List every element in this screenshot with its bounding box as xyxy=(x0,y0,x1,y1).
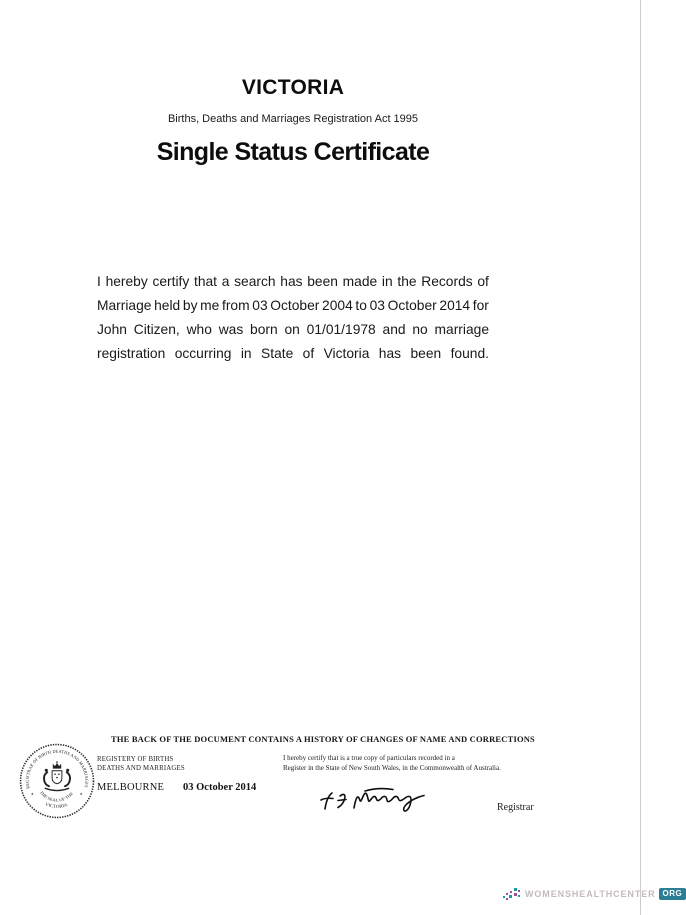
seal-supporter-left xyxy=(44,772,49,786)
star-separator-icon: ✶ xyxy=(79,791,83,797)
registry-name-line1: REGISTERY OF BIRTHS xyxy=(97,756,174,763)
certificate-body xyxy=(97,270,489,366)
certificate-heading: Single Status Certificate xyxy=(156,138,430,166)
issue-place: MELBOURNE xyxy=(97,782,165,793)
back-notice: THE BACK OF THE DOCUMENT CONTAINS A HISTORY OF CHANGES OF NAME AND CORRECTIONS xyxy=(111,734,535,744)
registry-name-line2: DEATHS AND MARRIAGES xyxy=(97,765,185,772)
registry-name xyxy=(97,755,185,773)
star-separator-icon: ✶ xyxy=(30,791,34,797)
seal-finial-dot xyxy=(56,761,58,763)
act-title: Births, Deaths and Marriages Registration Act 1995 xyxy=(167,113,419,125)
watermark-tld-badge: ORG xyxy=(659,888,686,901)
site-watermark xyxy=(503,887,686,901)
body-line: I hereby certify that a search has been made in the Records of xyxy=(97,274,489,289)
page-edge-line xyxy=(640,0,641,915)
registrar-label: Registrar xyxy=(497,802,534,813)
seal-supporter-right xyxy=(65,772,70,786)
seal-coat-of-arms xyxy=(44,761,70,790)
body-line: Marriage held by me from 03 October 2004 to 03 October 2014 for xyxy=(97,298,489,313)
body-line: John Citizen, who was born on 01/01/1978 and no marriage xyxy=(97,322,489,337)
seal-crown-icon xyxy=(53,763,61,768)
true-copy-line2: Register in the State of New South Wales, in the Commonwealth of Australia. xyxy=(283,763,501,772)
seal-arc-seal-text: THE SEAL OF THE xyxy=(38,789,74,803)
watermark-dots-icon xyxy=(503,887,522,901)
registry-seal-icon xyxy=(18,742,96,820)
seal-base xyxy=(45,788,68,790)
registrar-signature xyxy=(318,784,433,816)
seal-arc-top-text: REGISTRAR OF BIRTH DEATHS AND MARRIAGES xyxy=(24,748,90,790)
state-title: VICTORIA xyxy=(241,76,345,99)
svg-text:VICTORIA xyxy=(45,801,69,808)
svg-text:REGISTRAR OF BIRTH DEATHS AND xyxy=(25,749,90,790)
watermark-site-name: WOMENSHEALTHCENTER xyxy=(525,889,656,899)
issue-date: 03 October 2014 xyxy=(183,782,257,793)
svg-text:THE SEAL OF THE xyxy=(39,790,74,803)
true-copy-line1: I hereby certify that is a true copy of particulars recorded in a xyxy=(283,754,455,762)
body-line: registration occurring in State of Victoria has been found. xyxy=(97,346,489,361)
seal-arc-victoria-text: VICTORIA xyxy=(44,801,68,809)
true-copy-statement xyxy=(283,754,501,773)
